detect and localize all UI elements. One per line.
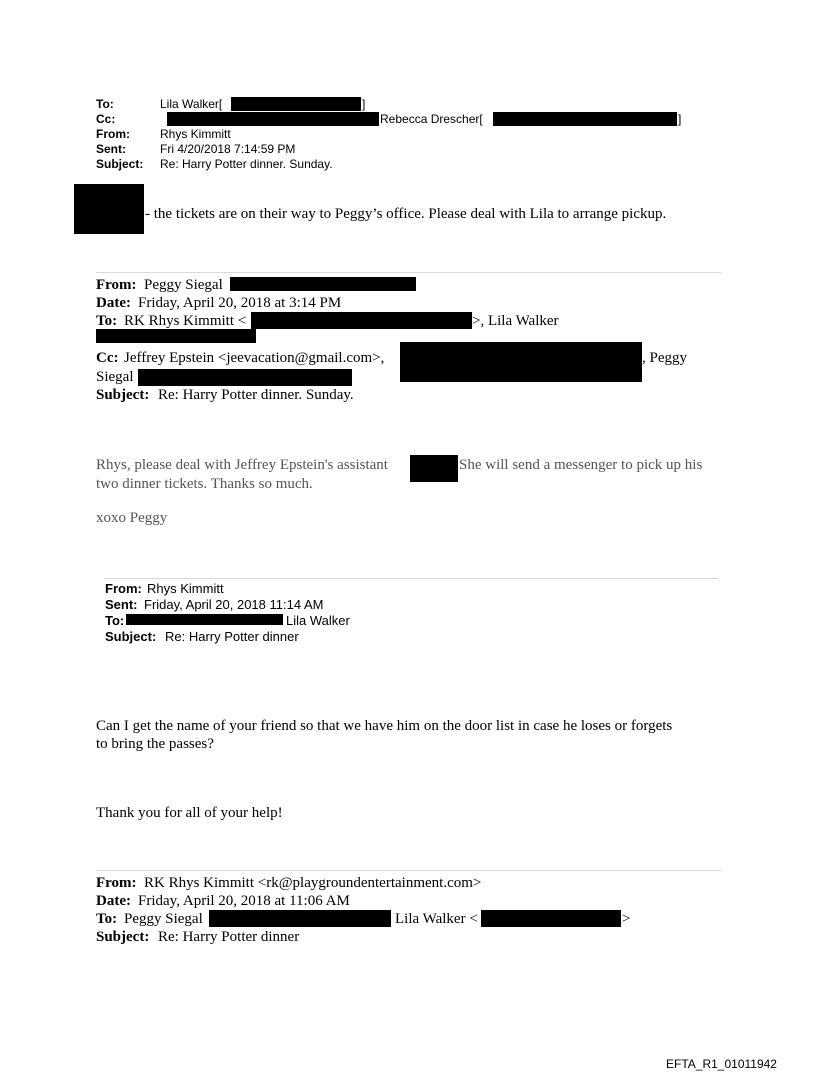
message-body: - the tickets are on their way to Peggy’s office. Please deal with Lila to arrange pickup.	[145, 206, 667, 222]
redaction-block	[74, 184, 144, 234]
redaction-block	[400, 342, 642, 382]
thanks-line: Thank you for all of your help!	[96, 805, 283, 821]
to-value: Lila Walker[	[160, 97, 223, 111]
to-label: To:	[105, 613, 125, 628]
date-label: Date:	[96, 893, 131, 909]
divider	[104, 578, 718, 579]
to-value: Peggy Siegal	[124, 911, 203, 927]
date-value: Friday, April 20, 2018 at 3:14 PM	[138, 295, 342, 311]
to-tail: >, Lila Walker	[472, 313, 559, 329]
document-id: EFTA_R1_01011942	[666, 1057, 777, 1071]
redaction-block	[231, 97, 361, 111]
redaction-block	[251, 312, 472, 329]
signoff: xoxo Peggy	[96, 510, 168, 526]
divider	[96, 870, 721, 871]
from-label: From:	[96, 277, 137, 293]
cc-line2: Siegal	[96, 369, 134, 385]
to-tail: Lila Walker	[286, 613, 350, 628]
subject-value: Re: Harry Potter dinner	[165, 629, 299, 644]
from-value: Peggy Siegal	[144, 277, 223, 293]
from-label: From:	[96, 127, 130, 141]
redaction-block	[230, 277, 416, 291]
from-label: From:	[96, 875, 137, 891]
body-line: Can I get the name of your friend so that we have him on the door list in case he loses or forgets	[96, 718, 673, 734]
to-close: ]	[362, 97, 366, 111]
to-label: To:	[96, 313, 118, 329]
body-line: to bring the passes?	[96, 736, 214, 752]
sent-value: Fri 4/20/2018 7:14:59 PM	[160, 142, 296, 156]
subject-label: Subject:	[96, 387, 150, 403]
cc-close: ]	[678, 112, 682, 126]
redaction-block	[138, 369, 352, 386]
sent-label: Sent:	[96, 142, 126, 156]
to-value: RK Rhys Kimmitt <	[124, 313, 247, 329]
body-line: She will send a messenger to pick up his	[459, 457, 703, 473]
redaction-block	[96, 329, 256, 343]
cc-label: Cc:	[96, 112, 116, 126]
redaction-block	[410, 455, 458, 482]
cc-value: Jeffrey Epstein <jeevacation@gmail.com>,	[124, 350, 385, 366]
from-value: Rhys Kimmitt	[160, 127, 231, 141]
from-value: Rhys Kimmitt	[147, 581, 224, 596]
redaction-block	[209, 910, 391, 927]
cc-value: Rebecca Drescher[	[380, 112, 483, 126]
from-value: RK Rhys Kimmitt <rk@playgroundentertainment.com>	[144, 875, 482, 891]
body-line: Rhys, please deal with Jeffrey Epstein's assistant	[96, 457, 388, 473]
redaction-block	[167, 112, 379, 126]
date-value: Friday, April 20, 2018 at 11:06 AM	[138, 893, 350, 909]
redaction-block	[481, 910, 621, 927]
to-label: To:	[96, 911, 118, 927]
subject-label: Subject:	[96, 157, 144, 171]
subject-value: Re: Harry Potter dinner. Sunday.	[160, 157, 333, 171]
sent-label: Sent:	[105, 597, 138, 612]
cc-label: Cc:	[96, 350, 119, 366]
subject-label: Subject:	[105, 629, 157, 644]
sent-value: Friday, April 20, 2018 11:14 AM	[144, 597, 324, 612]
cc-tail: , Peggy	[642, 350, 687, 366]
date-label: Date:	[96, 295, 131, 311]
to-close: >	[622, 911, 631, 927]
subject-value: Re: Harry Potter dinner. Sunday.	[158, 387, 354, 403]
to-mid: Lila Walker <	[395, 911, 478, 927]
from-label: From:	[105, 581, 142, 596]
subject-label: Subject:	[96, 929, 150, 945]
to-label: To:	[96, 97, 114, 111]
redaction-block	[493, 112, 677, 126]
divider	[96, 272, 721, 273]
body-line: two dinner tickets. Thanks so much.	[96, 476, 313, 492]
subject-value: Re: Harry Potter dinner	[158, 929, 300, 945]
redaction-block	[126, 614, 283, 625]
